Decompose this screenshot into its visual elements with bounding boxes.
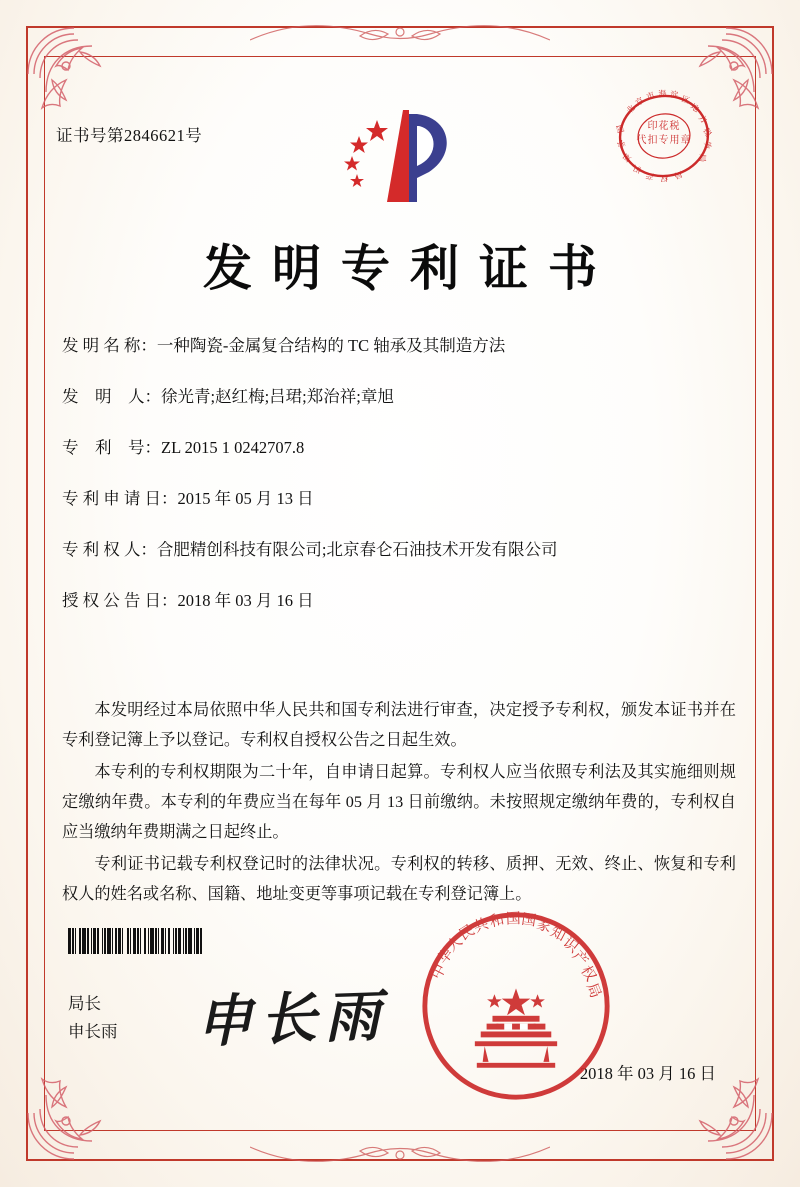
paragraph: 本发明经过本局依照中华人民共和国专利法进行审查，决定授予专利权，颁发本证书并在专利登记簿上予以登记。专利权自授权公告之日起生效。 bbox=[62, 701, 736, 749]
svg-text:淀: 淀 bbox=[669, 90, 679, 100]
handwritten-signature: 申长雨 bbox=[195, 982, 390, 1056]
field-patent-number bbox=[62, 434, 744, 458]
field-value: 2018 年 03 月 16 日 bbox=[177, 591, 314, 610]
svg-text:方: 方 bbox=[696, 113, 709, 126]
field-application-date bbox=[62, 485, 744, 509]
page-title: 发明专利证书 bbox=[202, 239, 617, 297]
svg-text:知: 知 bbox=[621, 151, 634, 164]
svg-text:人: 人 bbox=[443, 932, 466, 956]
field-value: 一种陶瓷-金属复合结构的 TC 轴承及其制造方法 bbox=[156, 336, 506, 355]
official-seal bbox=[418, 908, 614, 1104]
barcode bbox=[68, 928, 308, 954]
field-invention-title bbox=[62, 332, 744, 356]
field-value: ZL 2015 1 0242707.8 bbox=[161, 438, 305, 457]
field-label: 专 利 权 人： bbox=[62, 540, 157, 559]
svg-text:局: 局 bbox=[672, 169, 684, 181]
svg-text:局: 局 bbox=[697, 153, 707, 163]
svg-text:海: 海 bbox=[657, 88, 668, 99]
field-label: 专 利 申 请 日： bbox=[62, 489, 178, 508]
signature-block bbox=[68, 990, 118, 1046]
top-edge-ornament-icon bbox=[250, 20, 550, 46]
bottom-edge-ornament-icon bbox=[250, 1141, 550, 1167]
svg-text:地: 地 bbox=[688, 102, 701, 114]
paragraph: 专利证书记载专利权登记时的法律状况。专利权的转移、质押、无效、终止、恢复和专利权人的姓名或名称、国籍、地址变更等事项记载在专利登记簿上。 bbox=[62, 854, 736, 903]
svg-text:产: 产 bbox=[645, 170, 655, 181]
field-value: 徐光青;赵红梅;吕珺;郑治祥;章旭 bbox=[161, 387, 394, 406]
svg-text:识: 识 bbox=[559, 934, 582, 957]
certificate-content bbox=[56, 70, 744, 1117]
certificate-number: 证书号第2846621号 bbox=[56, 126, 203, 145]
cnipa-logo-icon bbox=[305, 98, 495, 218]
svg-text:局: 局 bbox=[582, 980, 605, 1001]
svg-text:知: 知 bbox=[547, 922, 569, 945]
director-name: 申长雨 bbox=[68, 1022, 118, 1042]
field-inventors bbox=[62, 383, 744, 407]
svg-text:税: 税 bbox=[701, 126, 714, 138]
field-grant-announcement-date bbox=[62, 587, 744, 611]
svg-text:区: 区 bbox=[680, 94, 691, 106]
svg-text:中: 中 bbox=[428, 961, 450, 983]
barcode-bar bbox=[202, 928, 203, 954]
field-value: 合肥精创科技有限公司;北京春仑石油技术开发有限公司 bbox=[156, 540, 558, 559]
svg-text:京: 京 bbox=[633, 95, 646, 108]
svg-text:国: 国 bbox=[505, 910, 522, 928]
tax-stamp-center-text: 印花税 代扣专用章 bbox=[636, 121, 692, 146]
svg-text:国: 国 bbox=[520, 910, 538, 930]
director-role-label: 局长 bbox=[68, 994, 101, 1013]
svg-text:华: 华 bbox=[434, 945, 457, 968]
svg-text:权: 权 bbox=[577, 962, 600, 985]
svg-text:务: 务 bbox=[702, 140, 713, 151]
svg-text:识: 识 bbox=[631, 163, 643, 175]
paragraph: 本专利的专利权期限为二十年，自申请日起算。专利权人应当依照专利法及其实施细则规定缴纳年费。本专利的年费应当在每年 05 月 13 日前缴纳。未按照规定缴纳年费的，专利权自应当缴纳年费期满之日起终止。 bbox=[62, 762, 736, 841]
field-label: 专 利 号： bbox=[62, 438, 161, 457]
svg-text:家: 家 bbox=[615, 138, 628, 150]
field-label: 授 权 公 告 日： bbox=[62, 591, 178, 610]
field-value: 2015 年 05 月 13 日 bbox=[177, 489, 314, 508]
svg-text:市: 市 bbox=[645, 90, 657, 102]
fields-list bbox=[62, 332, 744, 638]
svg-text:产: 产 bbox=[568, 947, 592, 970]
field-label: 发 明 人： bbox=[62, 387, 161, 406]
svg-text:民: 民 bbox=[456, 921, 478, 944]
field-patentee bbox=[62, 536, 744, 560]
svg-text:北: 北 bbox=[624, 103, 637, 116]
svg-text:和: 和 bbox=[488, 911, 506, 931]
svg-text:家: 家 bbox=[534, 915, 554, 936]
svg-text:共: 共 bbox=[471, 915, 491, 937]
svg-text:权: 权 bbox=[659, 173, 669, 183]
issue-date: 2018 年 03 月 16 日 bbox=[579, 1064, 716, 1083]
legal-text bbox=[62, 696, 736, 912]
svg-text:国: 国 bbox=[615, 123, 626, 134]
field-label: 发 明 名 称： bbox=[62, 336, 157, 355]
